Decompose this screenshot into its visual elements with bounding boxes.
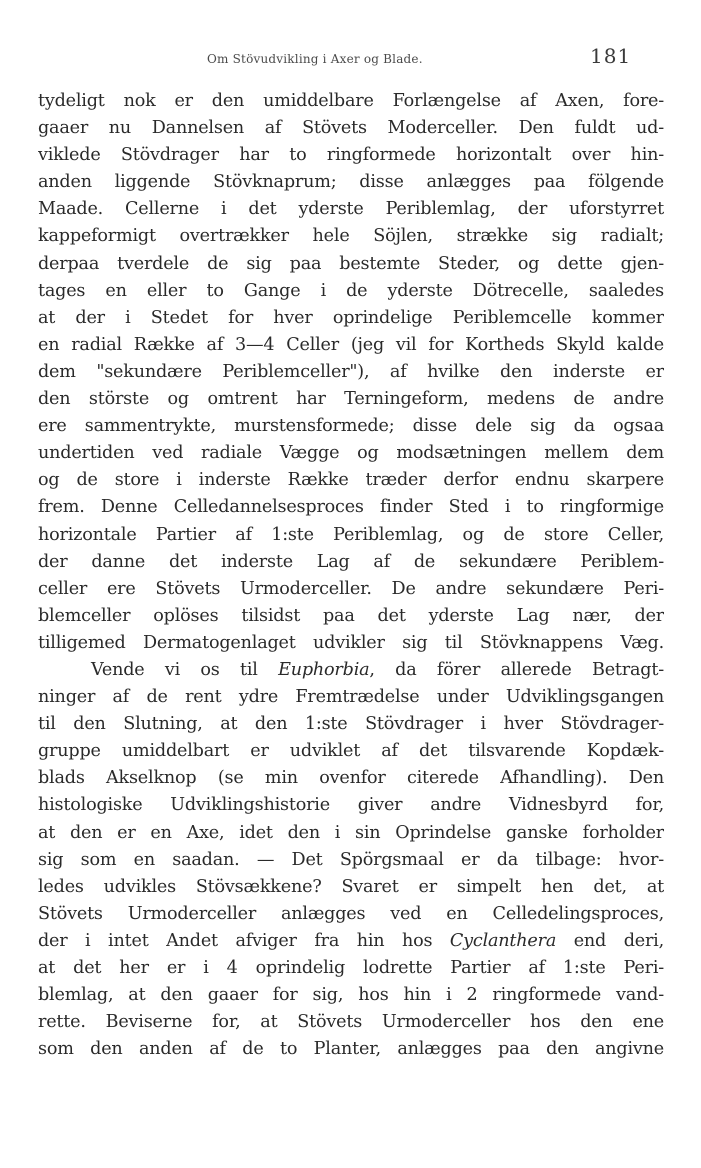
- text-line: gaaer nu Dannelsen af Stövets Moderceller. Den fuldt ud-: [38, 118, 664, 139]
- italic-genus-name: Cyclanthera: [449, 930, 557, 951]
- text-run: der i intet Andet afviger fra hin hos: [38, 930, 450, 951]
- text-run: end deri,: [556, 930, 664, 951]
- text-line: sig som en saadan. — Det Spörgsmaal er da tilbage: hvor-: [38, 849, 664, 870]
- text-line: tilligemed Dermatogenlaget udvikler sig til Stövknappens Væg.: [38, 632, 664, 653]
- text-line: derpaa tverdele de sig paa bestemte Steder, og dette gjen-: [38, 253, 664, 274]
- text-line: undertiden ved radiale Vægge og modsætningen mellem dem: [38, 443, 664, 464]
- running-title: Om Stövudvikling i Axer og Blade.: [207, 52, 423, 66]
- text-line: og de store i inderste Række træder derfor endnu skarpere: [38, 470, 664, 491]
- text-line: anden liggende Stövknaprum; disse anlægges paa fölgende: [38, 172, 664, 193]
- text-line: Maade. Cellerne i det yderste Periblemlag, der uforstyrret: [38, 199, 664, 220]
- text-line: horizontale Partier af 1:ste Periblemlag, og de store Celler,: [38, 524, 664, 545]
- text-line: at det her er i 4 oprindelig lodrette Partier af 1:ste Peri-: [38, 958, 664, 978]
- text-line: ere sammentrykte, murstensformede; disse dele sig da ogsaa: [38, 416, 664, 437]
- text-line: viklede Stövdrager har to ringformede horizontalt over hin-: [38, 145, 664, 166]
- text-line: til den Slutning, at den 1:ste Stövdrager i hver Stövdrager-: [38, 714, 664, 735]
- text-line: tydeligt nok er den umiddelbare Forlængelse af Axen, fore-: [38, 91, 664, 111]
- text-line: som den anden af de to Planter, anlægges paa den angivne: [38, 1039, 664, 1060]
- text-line: histologiske Udviklingshistorie giver andre Vidnesbyrd for,: [38, 795, 664, 816]
- text-line: frem. Denne Celledannelsesproces finder Sted i to ringformige: [38, 497, 664, 518]
- body-text: [38, 88, 664, 1063]
- text-run: , da förer allerede Betragt-: [369, 659, 664, 680]
- page-header: [0, 44, 701, 72]
- text-line: celler ere Stövets Urmoderceller. De andre sekundære Peri-: [38, 578, 664, 599]
- italic-genus-name: Euphorbia: [278, 659, 370, 680]
- text-line: ninger af de rent ydre Fremtrædelse under Udviklingsgangen: [38, 687, 664, 708]
- text-line: der danne det inderste Lag af de sekundære Periblem-: [38, 551, 664, 572]
- text-line: at der i Stedet for hver oprindelige Periblemcelle kommer: [38, 307, 664, 328]
- text-run: Vende vi os til: [91, 659, 279, 680]
- text-line: den störste og omtrent har Terningeform, medens de andre: [38, 389, 664, 410]
- text-line: [38, 928, 664, 955]
- paragraph-start-line: [38, 657, 664, 684]
- text-line: blads Akselknop (se min ovenfor citerede Afhandling). Den: [38, 768, 664, 789]
- page-number: 181: [590, 44, 632, 68]
- text-line: rette. Beviserne for, at Stövets Urmoderceller hos den ene: [38, 1012, 664, 1033]
- text-line: ledes udvikles Stövsækkene? Svaret er simpelt hen det, at: [38, 876, 664, 897]
- text-line: gruppe umiddelbart er udviklet af det tilsvarende Kopdæk-: [38, 741, 664, 762]
- text-line: blemlag, at den gaaer for sig, hos hin i 2 ringformede vand-: [38, 985, 664, 1006]
- text-line: at den er en Axe, idet den i sin Oprindelse ganske forholder: [38, 822, 664, 843]
- text-line: en radial Række af 3—4 Celler (jeg vil for Kortheds Skyld kalde: [38, 334, 664, 355]
- text-line: Stövets Urmoderceller anlægges ved en Celledelingsproces,: [38, 903, 664, 924]
- text-line: blemceller oplöses tilsidst paa det yderste Lag nær, der: [38, 605, 664, 626]
- text-line: dem "sekundære Periblemceller"), af hvilke den inderste er: [38, 361, 664, 382]
- text-line: tages en eller to Gange i de yderste Dötrecelle, saaledes: [38, 280, 664, 301]
- text-line: kappeformigt overtrækker hele Söjlen, strække sig radialt;: [38, 226, 664, 247]
